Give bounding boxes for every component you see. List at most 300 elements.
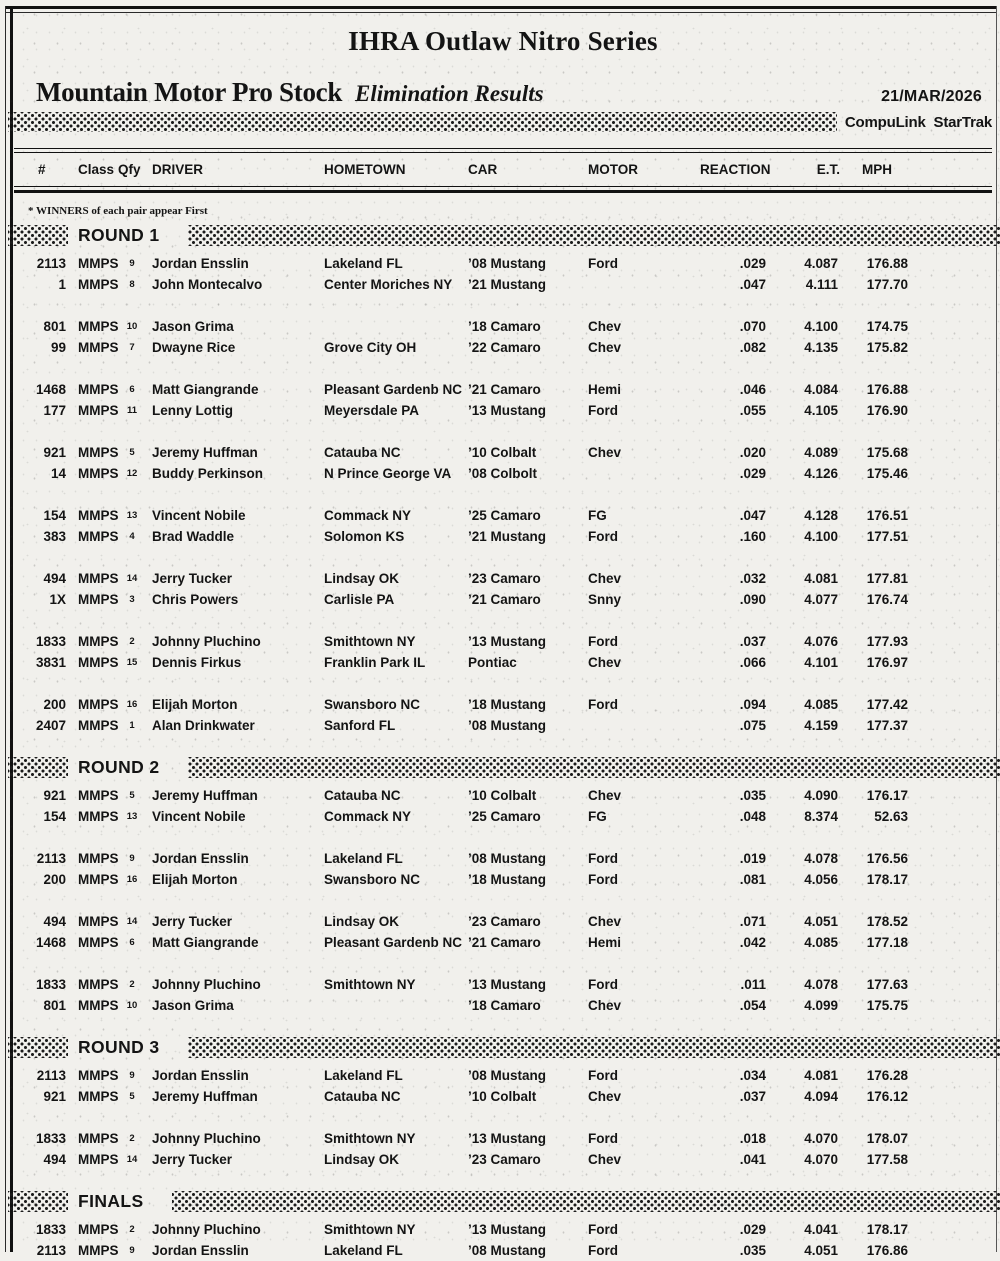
hometown-cell: Grove City OH xyxy=(324,340,417,355)
result-row xyxy=(14,463,992,484)
mph-cell: 175.68 xyxy=(866,445,908,460)
result-row xyxy=(14,379,992,400)
mph-cell: 178.52 xyxy=(866,914,908,929)
et-cell: 4.085 xyxy=(804,935,838,950)
event-date: 21/MAR/2026 xyxy=(881,88,982,105)
car-cell: ’18 Camaro xyxy=(468,319,541,334)
car-cell: ’13 Mustang xyxy=(468,1131,547,1146)
hometown-cell: Solomon KS xyxy=(324,529,405,544)
column-header-motor: MOTOR xyxy=(588,162,638,177)
reaction-cell: .020 xyxy=(739,445,766,460)
et-cell: 4.100 xyxy=(804,529,838,544)
mph-cell: 177.93 xyxy=(866,634,908,649)
car-cell: ’21 Camaro xyxy=(468,935,541,950)
et-cell: 4.159 xyxy=(804,718,838,733)
reaction-cell: .029 xyxy=(739,256,766,271)
class-cell: MMPS xyxy=(78,998,119,1013)
et-cell: 4.090 xyxy=(804,788,838,803)
reaction-cell: .054 xyxy=(739,998,766,1013)
reaction-cell: .037 xyxy=(739,634,766,649)
reaction-cell: .042 xyxy=(739,935,766,950)
class-cell: MMPS xyxy=(78,382,119,397)
car-number-cell: 200 xyxy=(43,872,66,887)
qualify-position-cell: 2 xyxy=(129,979,135,990)
brand-band-row xyxy=(8,112,992,132)
elimination-pair xyxy=(14,253,992,295)
result-row xyxy=(14,526,992,547)
reaction-cell: .047 xyxy=(739,508,766,523)
motor-cell: Ford xyxy=(588,697,618,712)
car-cell: ’13 Mustang xyxy=(468,634,547,649)
car-cell: ’13 Mustang xyxy=(468,977,547,992)
reaction-cell: .041 xyxy=(739,1152,766,1167)
motor-cell: Ford xyxy=(588,1243,618,1258)
qualify-position-cell: 14 xyxy=(126,916,138,927)
hometown-cell: Commack NY xyxy=(324,809,412,824)
hometown-cell: Smithtown NY xyxy=(324,1131,416,1146)
qualify-position-cell: 9 xyxy=(129,1245,135,1256)
class-cell: MMPS xyxy=(78,809,119,824)
class-cell: MMPS xyxy=(78,1243,119,1258)
et-cell: 4.070 xyxy=(804,1131,838,1146)
result-row xyxy=(14,631,992,652)
mph-cell: 176.88 xyxy=(866,256,908,271)
class-cell: MMPS xyxy=(78,977,119,992)
qualify-position-cell: 6 xyxy=(129,937,135,948)
motor-cell: Chev xyxy=(588,445,622,460)
car-cell: ’08 Mustang xyxy=(468,718,547,733)
class-cell: MMPS xyxy=(78,851,119,866)
driver-name-cell: Elijah Morton xyxy=(152,697,238,712)
et-cell: 8.374 xyxy=(804,809,838,824)
motor-cell: Ford xyxy=(588,634,618,649)
reaction-cell: .029 xyxy=(739,466,766,481)
class-cell: MMPS xyxy=(78,592,119,607)
motor-cell: Ford xyxy=(588,872,618,887)
mph-cell: 177.63 xyxy=(866,977,908,992)
motor-cell: Chev xyxy=(588,914,622,929)
elimination-pair xyxy=(14,505,992,547)
hometown-cell: Lakeland FL xyxy=(324,1068,403,1083)
reaction-cell: .081 xyxy=(739,872,766,887)
mph-cell: 177.18 xyxy=(866,935,908,950)
mph-cell: 176.17 xyxy=(866,788,908,803)
driver-name-cell: Jerry Tucker xyxy=(152,1152,233,1167)
elimination-pair xyxy=(14,1065,992,1107)
car-number-cell: 1X xyxy=(49,592,66,607)
car-number-cell: 1468 xyxy=(35,382,66,397)
car-number-cell: 2113 xyxy=(36,256,66,271)
car-number-cell: 99 xyxy=(50,340,66,355)
car-number-cell: 200 xyxy=(43,697,66,712)
car-number-cell: 801 xyxy=(43,319,66,334)
class-cell: MMPS xyxy=(78,466,119,481)
page-frame-left-inner xyxy=(10,6,13,1252)
car-number-cell: 921 xyxy=(43,788,66,803)
class-cell: MMPS xyxy=(78,1222,119,1237)
qualify-position-cell: 1 xyxy=(129,720,135,731)
hometown-cell: Center Moriches NY xyxy=(324,277,453,292)
round-header-band xyxy=(8,1037,1000,1058)
result-row xyxy=(14,400,992,421)
class-cell: MMPS xyxy=(78,508,119,523)
hometown-cell: Smithtown NY xyxy=(324,634,416,649)
result-row xyxy=(14,253,992,274)
motor-cell: Chev xyxy=(588,1152,622,1167)
class-cell: MMPS xyxy=(78,788,119,803)
class-cell: MMPS xyxy=(78,1089,119,1104)
reaction-cell: .035 xyxy=(739,788,766,803)
reaction-cell: .011 xyxy=(740,977,766,992)
reaction-cell: .037 xyxy=(739,1089,766,1104)
motor-cell: Chev xyxy=(588,788,622,803)
result-row xyxy=(14,694,992,715)
mph-cell: 176.28 xyxy=(866,1068,908,1083)
result-row xyxy=(14,974,992,995)
result-row xyxy=(14,589,992,610)
car-cell: ’21 Camaro xyxy=(468,382,541,397)
et-cell: 4.051 xyxy=(804,914,838,929)
class-cell: MMPS xyxy=(78,319,119,334)
qualify-position-cell: 13 xyxy=(126,510,138,521)
driver-name-cell: Vincent Nobile xyxy=(152,508,246,523)
column-header-driver: DRIVER xyxy=(152,162,204,177)
mph-cell: 52.63 xyxy=(874,809,908,824)
elimination-pair xyxy=(14,974,992,1016)
et-cell: 4.084 xyxy=(804,382,838,397)
elimination-pair xyxy=(14,316,992,358)
car-number-cell: 1833 xyxy=(35,1222,66,1237)
mph-cell: 177.70 xyxy=(866,277,908,292)
motor-cell: Ford xyxy=(588,403,618,418)
et-cell: 4.094 xyxy=(804,1089,838,1104)
qualify-position-cell: 12 xyxy=(126,468,138,479)
car-number-cell: 2113 xyxy=(36,1243,66,1258)
hometown-cell: Catauba NC xyxy=(324,788,401,803)
header-rule-bottom xyxy=(14,186,992,193)
driver-name-cell: Jeremy Huffman xyxy=(152,445,258,460)
car-cell: Pontiac xyxy=(468,655,517,670)
car-number-cell: 1 xyxy=(58,277,66,292)
et-cell: 4.081 xyxy=(804,571,838,586)
motor-cell: Chev xyxy=(588,340,622,355)
elimination-pair xyxy=(14,568,992,610)
car-cell: ’08 Mustang xyxy=(468,851,547,866)
class-cell: MMPS xyxy=(78,718,119,733)
qualify-position-cell: 10 xyxy=(126,1000,138,1011)
driver-name-cell: John Montecalvo xyxy=(152,277,263,292)
elimination-pair xyxy=(14,911,992,953)
driver-name-cell: Johnny Pluchino xyxy=(152,1222,261,1237)
reaction-cell: .047 xyxy=(739,277,766,292)
class-cell: MMPS xyxy=(78,1131,119,1146)
hometown-cell: Catauba NC xyxy=(324,1089,401,1104)
result-row xyxy=(14,337,992,358)
car-cell: ’22 Camaro xyxy=(468,340,541,355)
reaction-cell: .048 xyxy=(739,809,766,824)
round-header-band xyxy=(8,757,1000,778)
class-cell: MMPS xyxy=(78,256,119,271)
motor-cell: Chev xyxy=(588,1089,622,1104)
car-number-cell: 494 xyxy=(43,571,66,586)
hometown-cell: Lindsay OK xyxy=(324,1152,400,1167)
mph-cell: 176.56 xyxy=(866,851,908,866)
qualify-position-cell: 13 xyxy=(126,811,138,822)
qualify-position-cell: 5 xyxy=(129,447,135,458)
car-cell: ’18 Mustang xyxy=(468,697,547,712)
result-row xyxy=(14,848,992,869)
mph-cell: 176.88 xyxy=(866,382,908,397)
reaction-cell: .070 xyxy=(739,319,766,334)
elimination-pair xyxy=(14,379,992,421)
car-number-cell: 494 xyxy=(43,914,66,929)
et-cell: 4.099 xyxy=(804,998,838,1013)
car-cell: ’23 Camaro xyxy=(468,914,541,929)
car-cell: ’18 Mustang xyxy=(468,872,547,887)
qualify-position-cell: 8 xyxy=(129,279,135,290)
driver-name-cell: Johnny Pluchino xyxy=(152,1131,261,1146)
result-row xyxy=(14,911,992,932)
reaction-cell: .075 xyxy=(739,718,766,733)
motor-cell xyxy=(588,274,700,295)
hometown-cell: Pleasant Gardenb NC xyxy=(324,935,463,950)
motor-cell: FG xyxy=(588,809,607,824)
elimination-pair xyxy=(14,785,992,827)
column-header-reaction: REACTION xyxy=(700,162,771,177)
hometown-cell: Catauba NC xyxy=(324,445,401,460)
result-row xyxy=(14,1219,992,1240)
hometown-cell: Swansboro NC xyxy=(324,697,421,712)
qualify-position-cell: 9 xyxy=(129,853,135,864)
round-label: ROUND 1 xyxy=(68,222,188,249)
car-cell: ’21 Mustang xyxy=(468,277,547,292)
reaction-cell: .032 xyxy=(739,571,766,586)
car-number-cell: 494 xyxy=(43,1152,66,1167)
driver-name-cell: Jeremy Huffman xyxy=(152,1089,258,1104)
qualify-position-cell: 14 xyxy=(126,1154,138,1165)
result-row xyxy=(14,652,992,673)
car-cell: ’08 Mustang xyxy=(468,1068,547,1083)
reaction-cell: .066 xyxy=(739,655,766,670)
result-row xyxy=(14,869,992,890)
et-cell: 4.111 xyxy=(805,277,838,292)
event-class-title: Mountain Motor Pro Stock xyxy=(36,77,343,107)
qualify-position-cell: 2 xyxy=(129,1224,135,1235)
qualify-position-cell: 9 xyxy=(129,1070,135,1081)
result-row xyxy=(14,1086,992,1107)
mph-cell: 176.12 xyxy=(866,1089,908,1104)
hometown-cell: Smithtown NY xyxy=(324,1222,416,1237)
result-row xyxy=(14,442,992,463)
result-row xyxy=(14,1240,992,1261)
elimination-pair xyxy=(14,848,992,890)
hometown-cell: N Prince George VA xyxy=(324,466,452,481)
class-cell: MMPS xyxy=(78,529,119,544)
column-header-car: CAR xyxy=(468,162,498,177)
et-cell: 4.081 xyxy=(804,1068,838,1083)
car-cell: ’13 Mustang xyxy=(468,403,547,418)
result-row xyxy=(14,274,992,295)
car-cell: ’08 Mustang xyxy=(468,256,547,271)
hometown-cell: Swansboro NC xyxy=(324,872,421,887)
mph-cell: 176.86 xyxy=(866,1243,908,1258)
car-cell: ’08 Mustang xyxy=(468,1243,547,1258)
class-cell: MMPS xyxy=(78,277,119,292)
event-header-row xyxy=(36,77,992,108)
driver-name-cell: Dwayne Rice xyxy=(152,340,236,355)
round-label: ROUND 2 xyxy=(68,754,188,781)
motor-cell: Hemi xyxy=(588,382,622,397)
car-number-cell: 1468 xyxy=(35,935,66,950)
car-number-cell: 921 xyxy=(43,445,66,460)
result-row xyxy=(14,995,992,1016)
et-cell: 4.105 xyxy=(804,403,838,418)
timing-system-brand: CompuLink StarTrak xyxy=(844,113,992,131)
car-number-cell: 177 xyxy=(43,403,66,418)
qualify-position-cell: 3 xyxy=(129,594,135,605)
et-cell: 4.041 xyxy=(804,1222,838,1237)
round-header-band xyxy=(8,1191,1000,1212)
column-header-qualify: Qfy xyxy=(118,162,141,177)
car-number-cell: 383 xyxy=(43,529,66,544)
qualify-position-cell: 9 xyxy=(129,258,135,269)
et-cell: 4.077 xyxy=(804,592,838,607)
car-number-cell: 1833 xyxy=(35,1131,66,1146)
driver-name-cell: Elijah Morton xyxy=(152,872,238,887)
driver-name-cell: Jeremy Huffman xyxy=(152,788,258,803)
et-cell: 4.135 xyxy=(804,340,838,355)
motor-cell: Ford xyxy=(588,977,618,992)
hometown-cell xyxy=(324,995,468,1016)
mph-cell: 175.82 xyxy=(866,340,908,355)
car-number-cell: 801 xyxy=(43,998,66,1013)
reaction-cell: .035 xyxy=(739,1243,766,1258)
page-frame-right xyxy=(996,6,997,1252)
reaction-cell: .082 xyxy=(739,340,766,355)
result-row xyxy=(14,715,992,736)
mph-cell: 176.90 xyxy=(866,403,908,418)
mph-cell: 175.75 xyxy=(866,998,908,1013)
qualify-position-cell: 15 xyxy=(126,657,138,668)
mph-cell: 178.07 xyxy=(866,1131,908,1146)
driver-name-cell: Jordan Ensslin xyxy=(152,1243,249,1258)
et-cell: 4.101 xyxy=(804,655,838,670)
column-header-row xyxy=(14,153,992,186)
column-header-number: # xyxy=(38,162,46,177)
mph-cell: 177.81 xyxy=(866,571,908,586)
reaction-cell: .055 xyxy=(739,403,766,418)
driver-name-cell: Johnny Pluchino xyxy=(152,634,261,649)
reaction-cell: .034 xyxy=(739,1068,766,1083)
halftone-band xyxy=(8,112,837,132)
qualify-position-cell: 11 xyxy=(126,405,138,416)
car-number-cell: 3831 xyxy=(35,655,66,670)
hometown-cell: Lakeland FL xyxy=(324,851,403,866)
qualify-position-cell: 14 xyxy=(126,573,138,584)
mph-cell: 177.37 xyxy=(866,718,908,733)
reaction-cell: .090 xyxy=(739,592,766,607)
elimination-pair xyxy=(14,694,992,736)
mph-cell: 177.58 xyxy=(866,1152,908,1167)
class-cell: MMPS xyxy=(78,1068,119,1083)
car-number-cell: 1833 xyxy=(35,634,66,649)
hometown-cell: Carlisle PA xyxy=(324,592,395,607)
series-title: IHRA Outlaw Nitro Series xyxy=(348,26,658,56)
qualify-position-cell: 2 xyxy=(129,1133,135,1144)
et-cell: 4.100 xyxy=(804,319,838,334)
car-number-cell: 2113 xyxy=(36,851,66,866)
car-cell: ’25 Camaro xyxy=(468,508,541,523)
result-row xyxy=(14,568,992,589)
motor-cell: Chev xyxy=(588,998,622,1013)
car-cell: ’21 Mustang xyxy=(468,529,547,544)
et-cell: 4.089 xyxy=(804,445,838,460)
et-cell: 4.126 xyxy=(804,466,838,481)
class-cell: MMPS xyxy=(78,445,119,460)
car-number-cell: 154 xyxy=(43,809,66,824)
motor-cell: Ford xyxy=(588,1131,618,1146)
driver-name-cell: Brad Waddle xyxy=(152,529,235,544)
elimination-pair xyxy=(14,442,992,484)
hometown-cell: Franklin Park IL xyxy=(324,655,426,670)
column-header-mph: MPH xyxy=(862,162,892,177)
qualify-position-cell: 7 xyxy=(129,342,135,353)
car-number-cell: 2407 xyxy=(35,718,66,733)
class-cell: MMPS xyxy=(78,571,119,586)
car-cell: ’25 Camaro xyxy=(468,809,541,824)
et-cell: 4.085 xyxy=(804,697,838,712)
result-row xyxy=(14,806,992,827)
reaction-cell: .160 xyxy=(739,529,766,544)
round-label: ROUND 3 xyxy=(68,1034,188,1061)
driver-name-cell: Vincent Nobile xyxy=(152,809,246,824)
driver-name-cell: Jason Grima xyxy=(152,319,234,334)
driver-name-cell: Jerry Tucker xyxy=(152,914,233,929)
reaction-cell: .071 xyxy=(739,914,766,929)
driver-name-cell: Jordan Ensslin xyxy=(152,851,249,866)
result-row xyxy=(14,316,992,337)
motor-cell: Ford xyxy=(588,256,618,271)
mph-cell: 175.46 xyxy=(866,466,908,481)
hometown-cell: Lindsay OK xyxy=(324,571,400,586)
class-cell: MMPS xyxy=(78,1152,119,1167)
mph-cell: 177.51 xyxy=(866,529,908,544)
et-cell: 4.078 xyxy=(804,977,838,992)
driver-name-cell: Alan Drinkwater xyxy=(152,718,255,733)
class-cell: MMPS xyxy=(78,935,119,950)
car-number-cell: 921 xyxy=(43,1089,66,1104)
hometown-cell xyxy=(324,316,468,337)
elimination-pair xyxy=(14,1219,992,1261)
et-cell: 4.070 xyxy=(804,1152,838,1167)
rounds-container xyxy=(14,225,992,1261)
driver-name-cell: Buddy Perkinson xyxy=(152,466,264,481)
mph-cell: 176.97 xyxy=(866,655,908,670)
class-cell: MMPS xyxy=(78,340,119,355)
driver-name-cell: Dennis Firkus xyxy=(152,655,242,670)
driver-name-cell: Jerry Tucker xyxy=(152,571,233,586)
elimination-pair xyxy=(14,1128,992,1170)
car-number-cell: 1833 xyxy=(35,977,66,992)
driver-name-cell: Lenny Lottig xyxy=(152,403,233,418)
reaction-cell: .046 xyxy=(739,382,766,397)
car-cell: ’18 Camaro xyxy=(468,998,541,1013)
qualify-position-cell: 5 xyxy=(129,790,135,801)
driver-name-cell: Jordan Ensslin xyxy=(152,1068,249,1083)
car-cell: ’13 Mustang xyxy=(468,1222,547,1237)
hometown-cell: Sanford FL xyxy=(324,718,396,733)
qualify-position-cell: 4 xyxy=(129,531,135,542)
